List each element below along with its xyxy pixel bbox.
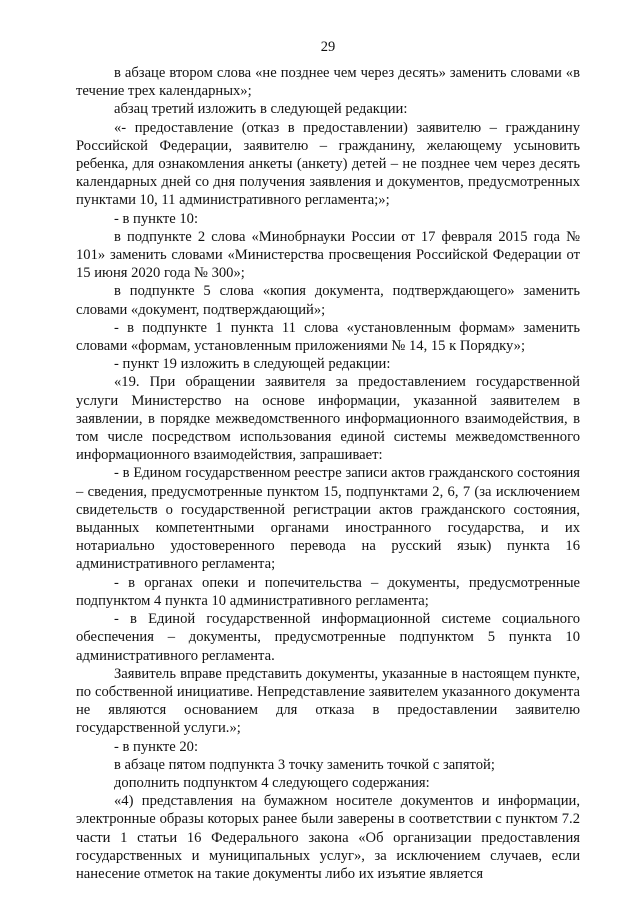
paragraph: - в подпункте 1 пункта 11 слова «установленным формам» заменить словами «формам, установленным приложениями № 14, 15 к Порядку»; [76, 319, 580, 355]
paragraph: в абзаце пятом подпункта 3 точку заменить точкой с запятой; [114, 756, 495, 773]
paragraph: Заявитель вправе представить документы, указанные в настоящем пункте, по собственной инициативе. Непредставление заявителем указанного документа не являются основанием для отказа в предоставлении заявителю государственной услуги.»; [76, 665, 580, 737]
paragraph: дополнить подпунктом 4 следующего содержания: [114, 774, 430, 791]
paragraph: «- предоставление (отказ в предоставлении) заявителю – гражданину Российской Федерации, заявителю – гражданину, желающему усыновить ребенка, для ознакомления анкеты (анкету) детей – не позднее чем через десять календарных дней со дня получения заявления и документов, предусмотренных пунктами 10, 11 административного регламента;»; [76, 119, 580, 209]
paragraph: - в органах опеки и попечительства – документы, предусмотренные подпунктом 4 пункта 10 административного регламента; [76, 574, 580, 609]
paragraph: абзац третий изложить в следующей редакции: [114, 101, 408, 118]
paragraph: - в Едином государственном реестре записи актов гражданского состояния – сведения, предусмотренные пунктом 15, подпунктами 2, 6, 7 (за исключением свидетельств о государственной регистрации актов гражданского состояния, выданных компетентными органами иностранного государства, и их нотариально удостоверенного перевода на русский язык) пункта 16 административного регламента; [76, 465, 580, 573]
paragraph: в абзаце втором слова «не позднее чем через десять» заменить словами «в течение трех календарных»; [76, 65, 580, 100]
paragraph: - в пункте 10: [114, 210, 199, 227]
paragraph: в подпункте 5 слова «копия документа, подтверждающего» заменить словами «документ, подтверждающий»; [76, 283, 580, 318]
page-number: 29 [320, 39, 336, 55]
paragraph: - в Единой государственной информационной системе социального обеспечения – документы, предусмотренные подпунктом 5 пункта 10 административного регламента. [76, 611, 580, 664]
paragraph: в подпункте 2 слова «Минобрнауки России от 17 февраля 2015 года № 101» заменить словами «Министерства просвещения Российской Федерации от 15 июня 2020 года № 300»; [76, 228, 580, 282]
paragraph: «4) представления на бумажном носителе документов и информации, электронные образы которых ранее были заверены в соответствии с пунктом 7.2 части 1 статьи 16 Федерального закона «Об организации предоставления государственных и муниципальных услуг», за исключением случаев, если нанесение отметок на такие документы либо их изъятие является [76, 793, 580, 882]
document-body [76, 64, 580, 883]
paragraph: - пункт 19 изложить в следующей редакции: [114, 356, 391, 373]
paragraph: «19. При обращении заявителя за предоставлением государственной услуги Министерство на основе информации, указанной заявителем в заявлении, в порядке межведомственного информационного взаимодействия, в том числе посредством использования единой системы межведомственного информационного взаимодействия, запрашивает: [76, 374, 580, 464]
paragraph: - в пункте 20: [114, 738, 199, 755]
